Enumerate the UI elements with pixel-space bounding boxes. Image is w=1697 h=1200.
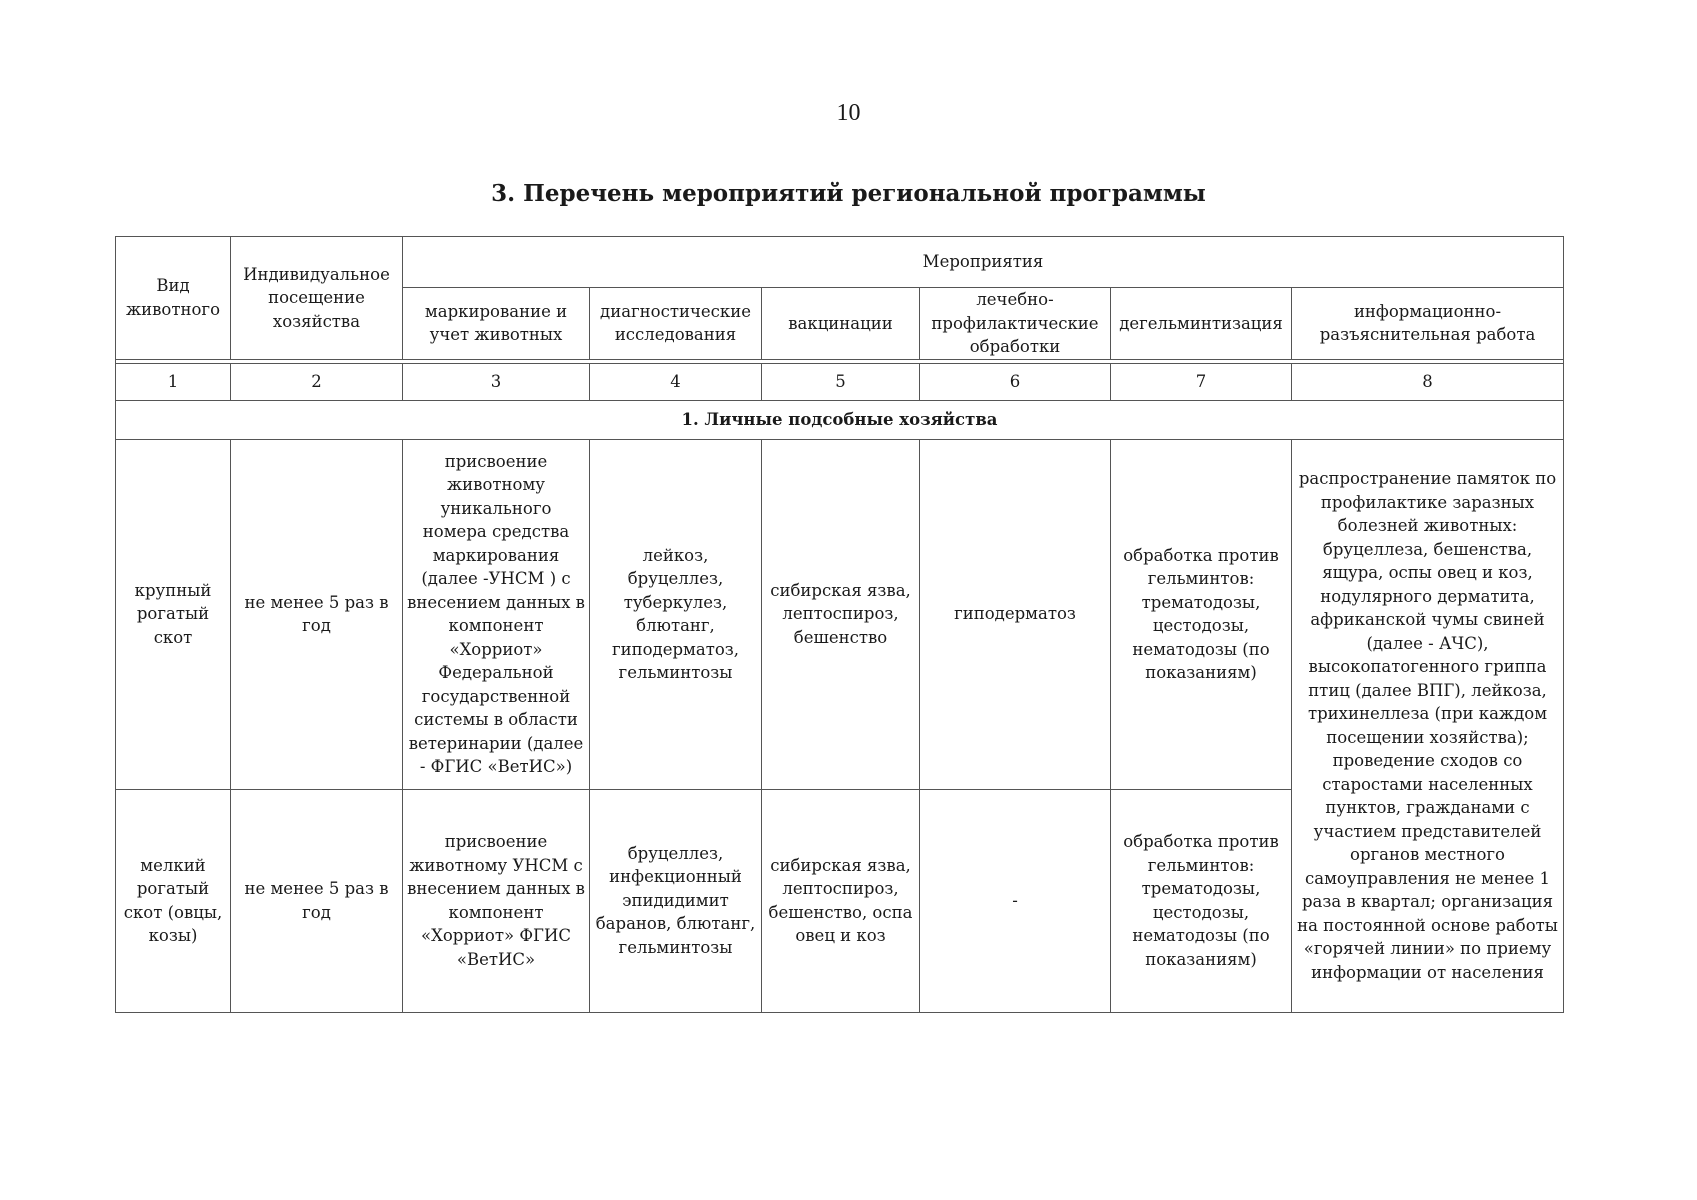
section-heading: 1. Личные подсобные хозяйства bbox=[116, 400, 1564, 439]
section-title: 3. Перечень мероприятий региональной программы bbox=[491, 180, 1206, 207]
animal-cell: крупный рогатый скот bbox=[116, 439, 231, 789]
column-number: 2 bbox=[231, 363, 403, 400]
section-row bbox=[116, 400, 1564, 439]
treatment-cell: гиподерматоз bbox=[920, 439, 1111, 789]
header-animal-type: Вид животного bbox=[116, 237, 231, 360]
treatment-cell: - bbox=[920, 789, 1111, 1012]
header-marking: маркирование и учет животных bbox=[403, 288, 590, 360]
column-number: 6 bbox=[920, 363, 1111, 400]
marking-cell: присвоение животному уникального номера средства маркирования (далее -УНСМ ) с внесением данных в компонент «Хорриот» Федеральной государственной системы в области ветеринарии (далее - ФГИС «ВетИС») bbox=[403, 439, 590, 789]
header-vaccination: вакцинации bbox=[762, 288, 920, 360]
column-numbers-row bbox=[116, 363, 1564, 400]
vaccination-cell: сибирская язва, лептоспироз, бешенство, оспа овец и коз bbox=[762, 789, 920, 1012]
header-diagnostics: диагностические исследования bbox=[590, 288, 762, 360]
activities-table bbox=[115, 236, 1564, 1013]
vaccination-cell: сибирская язва, лептоспироз, бешенство bbox=[762, 439, 920, 789]
visit-cell: не менее 5 раз в год bbox=[231, 439, 403, 789]
header-activities: Мероприятия bbox=[403, 237, 1564, 288]
info-work-cell: распространение памяток по профилактике заразных болезней животных: бруцеллеза, бешенства, ящура, оспы овец и коз, нодулярного дерматита, африканской чумы свиней (далее - АЧС), высокопатогенного гриппа птиц (далее ВПГ), лейкоза, трихинеллеза (при каждом посещении хозяйства); проведение сходов со старостами населенных пунктов, гражданами с участием представителей органов местного самоуправления не менее 1 раза в квартал; организация на постоянной основе работы «горячей линии» по приему информации от населения bbox=[1292, 439, 1564, 1012]
page-number: 10 bbox=[836, 100, 861, 126]
deworming-cell: обработка против гельминтов: трематодозы, цестодозы, нематодозы (по показаниям) bbox=[1111, 439, 1292, 789]
header-treatment: лечебно-профилактические обработки bbox=[920, 288, 1111, 360]
column-number: 3 bbox=[403, 363, 590, 400]
marking-cell: присвоение животному УНСМ с внесением данных в компонент «Хорриот» ФГИС «ВетИС» bbox=[403, 789, 590, 1012]
column-number: 5 bbox=[762, 363, 920, 400]
header-deworming: дегельминтизация bbox=[1111, 288, 1292, 360]
column-number: 4 bbox=[590, 363, 762, 400]
diagnostics-cell: бруцеллез, инфекционный эпидидимит баранов, блютанг, гельминтозы bbox=[590, 789, 762, 1012]
deworming-cell: обработка против гельминтов: трематодозы, цестодозы, нематодозы (по показаниям) bbox=[1111, 789, 1292, 1012]
header-visit: Индивидуальное посещение хозяйства bbox=[231, 237, 403, 360]
column-number: 8 bbox=[1292, 363, 1564, 400]
visit-cell: не менее 5 раз в год bbox=[231, 789, 403, 1012]
diagnostics-cell: лейкоз, бруцеллез, туберкулез, блютанг, гиподерматоз, гельминтозы bbox=[590, 439, 762, 789]
column-number: 7 bbox=[1111, 363, 1292, 400]
header-info: информационно-разъяснительная работа bbox=[1292, 288, 1564, 360]
column-number: 1 bbox=[116, 363, 231, 400]
animal-cell: мелкий рогатый скот (овцы, козы) bbox=[116, 789, 231, 1012]
table-header-row bbox=[116, 237, 1564, 288]
table-row bbox=[116, 439, 1564, 789]
